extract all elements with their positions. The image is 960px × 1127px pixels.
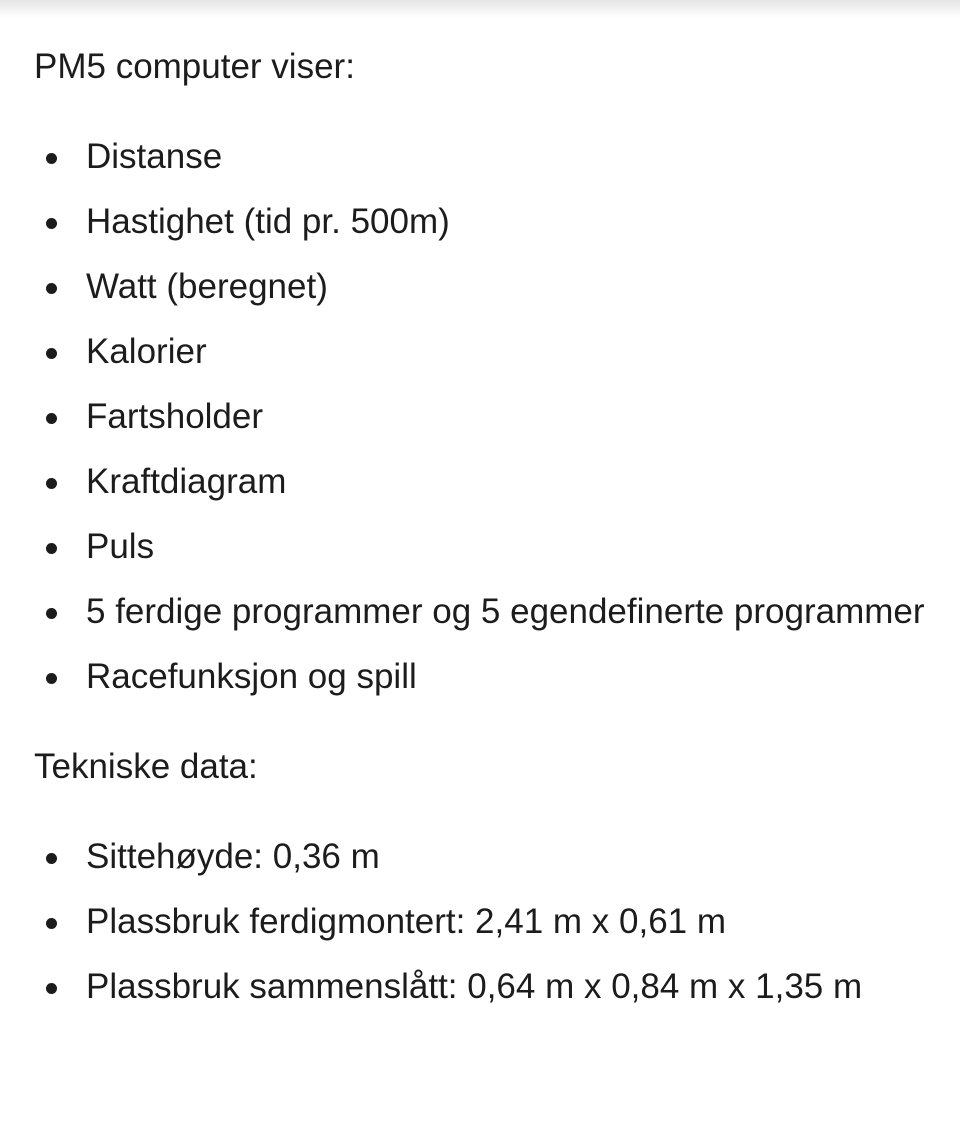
features-list <box>34 130 934 704</box>
list-item <box>34 520 934 574</box>
bullet-icon <box>46 918 57 929</box>
bullet-icon <box>46 608 57 619</box>
bullet-icon <box>46 348 57 359</box>
technical-intro: Tekniske data: <box>34 747 258 786</box>
list-item-text: Racefunksjon og spill <box>86 657 417 696</box>
bullet-icon <box>46 478 57 489</box>
list-item-text: Distanse <box>86 137 223 176</box>
list-item <box>34 585 934 639</box>
list-item-text: 5 ferdige programmer og 5 egendefinerte programmer <box>86 592 925 631</box>
list-item-text: Kalorier <box>86 332 207 371</box>
list-item <box>34 455 934 509</box>
list-item-text: Kraftdiagram <box>86 462 287 501</box>
product-description <box>34 40 934 1025</box>
list-item <box>34 960 934 1014</box>
bullet-icon <box>46 543 57 554</box>
list-item-text: Hastighet (tid pr. 500m) <box>86 202 450 241</box>
list-item <box>34 650 934 704</box>
list-item <box>34 895 934 949</box>
top-bar-shadow <box>0 0 960 18</box>
bullet-icon <box>46 218 57 229</box>
list-item-text: Fartsholder <box>86 397 264 436</box>
bullet-icon <box>46 853 57 864</box>
features-intro: PM5 computer viser: <box>34 47 355 86</box>
list-item <box>34 325 934 379</box>
technical-list <box>34 830 934 1014</box>
list-item <box>34 390 934 444</box>
bullet-icon <box>46 283 57 294</box>
list-item-text: Plassbruk ferdigmontert: 2,41 m x 0,61 m <box>86 902 726 941</box>
list-item <box>34 830 934 884</box>
list-item-text: Plassbruk sammenslått: 0,64 m x 0,84 m x 1,35 m <box>86 967 863 1006</box>
bullet-icon <box>46 673 57 684</box>
bullet-icon <box>46 413 57 424</box>
list-item <box>34 130 934 184</box>
list-item-text: Puls <box>86 527 155 566</box>
bullet-icon <box>46 983 57 994</box>
list-item <box>34 195 934 249</box>
list-item <box>34 260 934 314</box>
list-item-text: Sittehøyde: 0,36 m <box>86 837 380 876</box>
bullet-icon <box>46 153 57 164</box>
list-item-text: Watt (beregnet) <box>86 267 328 306</box>
